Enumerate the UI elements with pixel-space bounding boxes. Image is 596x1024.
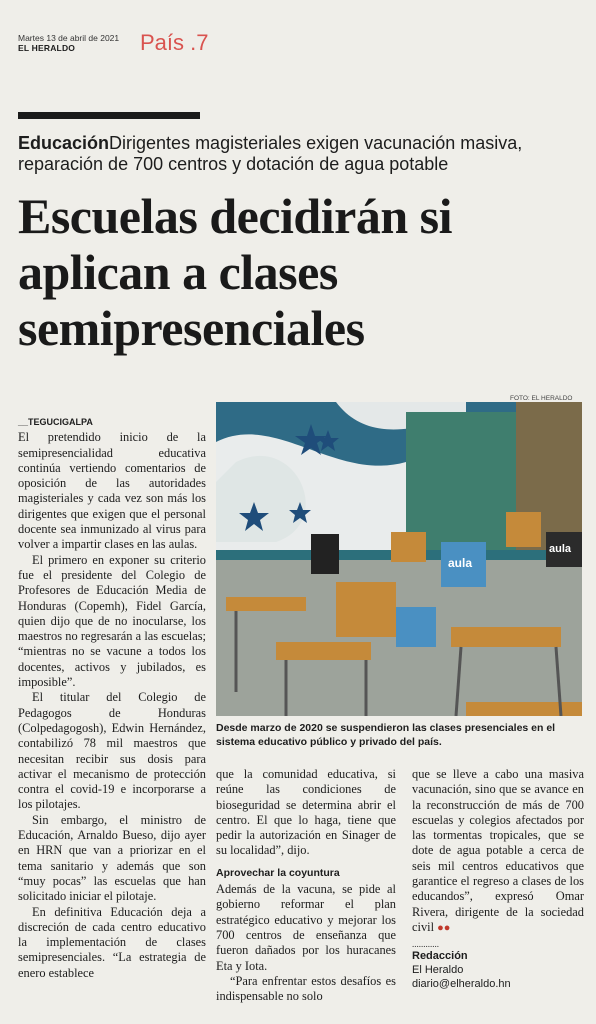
dateline-text: TEGUCIGALPA: [28, 417, 93, 427]
paragraph-3: El titular del Colegio de Pedagogos de Honduras (Colpedagogosh), Edwin Hernández, contabilizó 78 mil maestros que necesitan recibir sus dosis para activar el mecanismo de protección contra el covid-19 e incorporarse a los pilotajes.: [18, 690, 206, 812]
paragraph-1: El pretendido inicio de la semipresencialidad educativa continúa vertiendo comentarios de oposición de las autoridades magisteriales y cada vez son más los dirigentes que exigen que el personal docente sea inmunizado al virus para volver a impartir clases en las aulas.: [18, 430, 206, 552]
dateline: __TEGUCIGALPA: [18, 417, 93, 427]
classroom-photo: [216, 402, 582, 716]
issue-date: Martes 13 de abril de 2021: [18, 33, 120, 43]
paragraph-5: En definitiva Educación deja a discreción de cada centro educativo la implementación de clases semipresenciales. “La estrategia de enero establece: [18, 904, 206, 980]
end-mark: ●●: [437, 921, 451, 934]
photo-credit: FOTO: EL HERALDO: [510, 395, 573, 402]
aula-label: aula: [448, 556, 473, 570]
newspaper-name: EL HERALDO: [18, 43, 76, 53]
kicker-label: Educación: [18, 133, 110, 153]
aula-label-2: aula: [549, 543, 572, 555]
photo-caption: Desde marzo de 2020 se suspendieron las clases presenciales en el sistema educativo público y privado del país.: [216, 722, 556, 748]
section-label: País .7: [140, 30, 209, 55]
kicker: [18, 133, 583, 175]
signature-org: El Heraldo: [412, 964, 464, 977]
paragraph-9-text: que se lleve a cabo una masiva vacunación, sino que se avance en la reconstrucción de más de 700 escuelas y colegios afectados por las tormentas tropicales, que se dote de agua potable a cerca de seis mil centros educativos que garantice el regreso a clases de los educandos”, expresó Omar Rivera, dirigente de la sociedad civil: [412, 767, 584, 934]
headline: Escuelas decidirán si aplican a clases semipresenciales: [18, 188, 452, 356]
signature-name: Redacción: [412, 950, 468, 963]
subhead: Aprovechar la coyuntura: [216, 866, 340, 879]
classroom-illustration: [216, 402, 582, 716]
paragraph-2: El primero en exponer su criterio fue el presidente del Colegio de Profesores de Educación Media de Honduras (Copemh), Fidel García, quien dijo que de no inocularse, los maestros no regresarán a las escuelas; “mientras no se vacune a todos los docentes, activos y jubilados, es imposible”.: [18, 552, 206, 690]
signature-email: diario@elheraldo.hn: [412, 978, 511, 991]
paragraph-6: que la comunidad educativa, si reúne las condiciones de bioseguridad se determina abrir el centro. El que lo haga, tiene que pedir la autorización en Sinager de su localidad”, dijo.: [216, 767, 396, 858]
paragraph-9: [412, 767, 584, 936]
paragraph-8: “Para enfrentar estos desafíos es indispensable no solo: [216, 973, 396, 1004]
article-column-2: [216, 767, 396, 1004]
article-column-3: [412, 767, 584, 991]
article-column-1: [18, 415, 206, 981]
signature-dots: ............: [412, 939, 439, 950]
kicker-text: Dirigentes magisteriales exigen vacunación masiva, reparación de 700 centros y dotación de agua potable: [18, 133, 523, 174]
paragraph-7: Además de la vacuna, se pide al gobierno reformar el plan estratégico educativo y mejorar los 700 centros de enseñanza que fueron dañados por los huracanes Eta y Iota.: [216, 882, 396, 973]
header-rule: [18, 112, 200, 119]
paragraph-4: Sin embargo, el ministro de Educación, Arnaldo Bueso, dijo ayer en HRN que van a priorizar en el tema sanitario y además que son “muy pocas” las escuelas que han solicitado iniciar el pilotaje.: [18, 812, 206, 904]
